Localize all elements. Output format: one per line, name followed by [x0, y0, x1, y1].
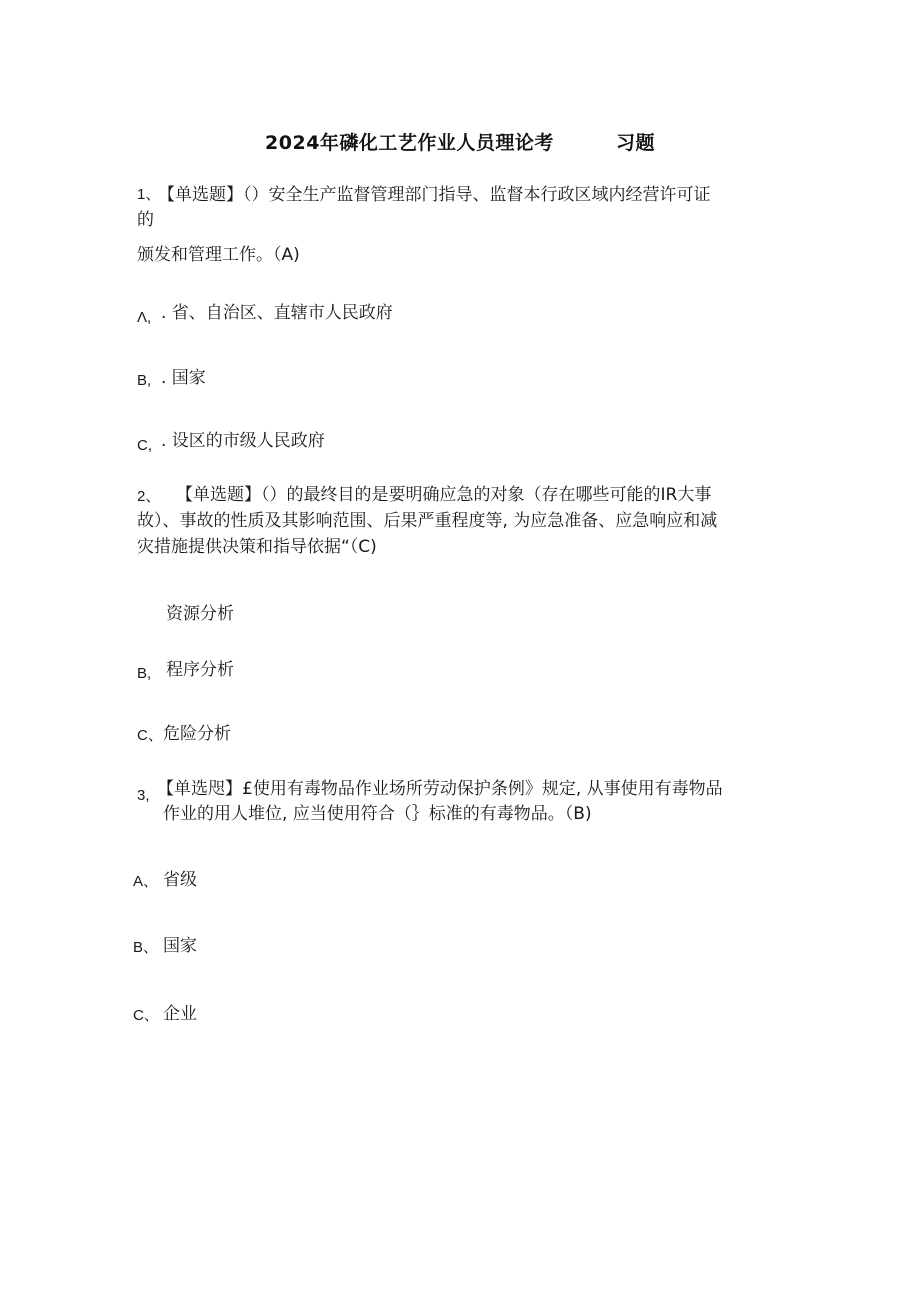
question-text-line: 【单选题】（）的最终目的是要明确应急的对象（存在哪些可能的IR大事 [176, 485, 712, 505]
question-text-line: 【单选题】（）安全生产监督管理部门指导、监督本行政区域内经营许可证 [158, 185, 711, 205]
option-text: 程序分析 [166, 660, 234, 680]
option-letter: Λ, [137, 309, 152, 326]
title-main: 2024年磷化工艺作业人员理论考 [265, 132, 554, 154]
option-letter: B、 [133, 939, 159, 956]
question-text-line: 灾措施提供决策和指导依据“（C) [137, 537, 377, 557]
option-text: 资源分析 [166, 604, 234, 624]
option-letter: A、 [133, 873, 159, 890]
document-title [0, 128, 920, 155]
option-text: . 设区的市级人民政府 [161, 431, 325, 451]
question-number: 2、 [137, 488, 161, 505]
option-letter: B, [137, 372, 152, 389]
option-text: 省级 [163, 870, 197, 890]
option-text: 企业 [163, 1004, 197, 1024]
question-text-line: 故）、事故的性质及其影响范围、后果严重程度等, 为应急准备、应急响应和减 [137, 511, 718, 531]
option-letter: C、 [133, 1007, 159, 1024]
option-letter: C、 [137, 727, 163, 744]
question-text-line: 【单选咫】£使用有毒物品作业场所劳动保护条例》规定, 从事使用有毒物品 [157, 779, 723, 799]
option-text: . 国家 [161, 368, 206, 388]
question-text-line: 的 [137, 210, 154, 230]
option-letter: C, [137, 437, 152, 454]
option-text: 国家 [163, 936, 197, 956]
option-text: . 省、自治区、直辖市人民政府 [161, 303, 393, 323]
question-number: 3, [137, 787, 150, 804]
question-number: 1、 [137, 186, 161, 203]
option-text: 危险分析 [163, 724, 231, 744]
question-text-line: 颁发和管理工作。（A) [137, 245, 300, 265]
title-suffix: 习题 [615, 132, 655, 154]
option-letter: B, [137, 665, 152, 682]
question-text-line: 作业的用人堆位, 应当使用符合（｝标准的有毒物品。（B) [163, 804, 592, 824]
